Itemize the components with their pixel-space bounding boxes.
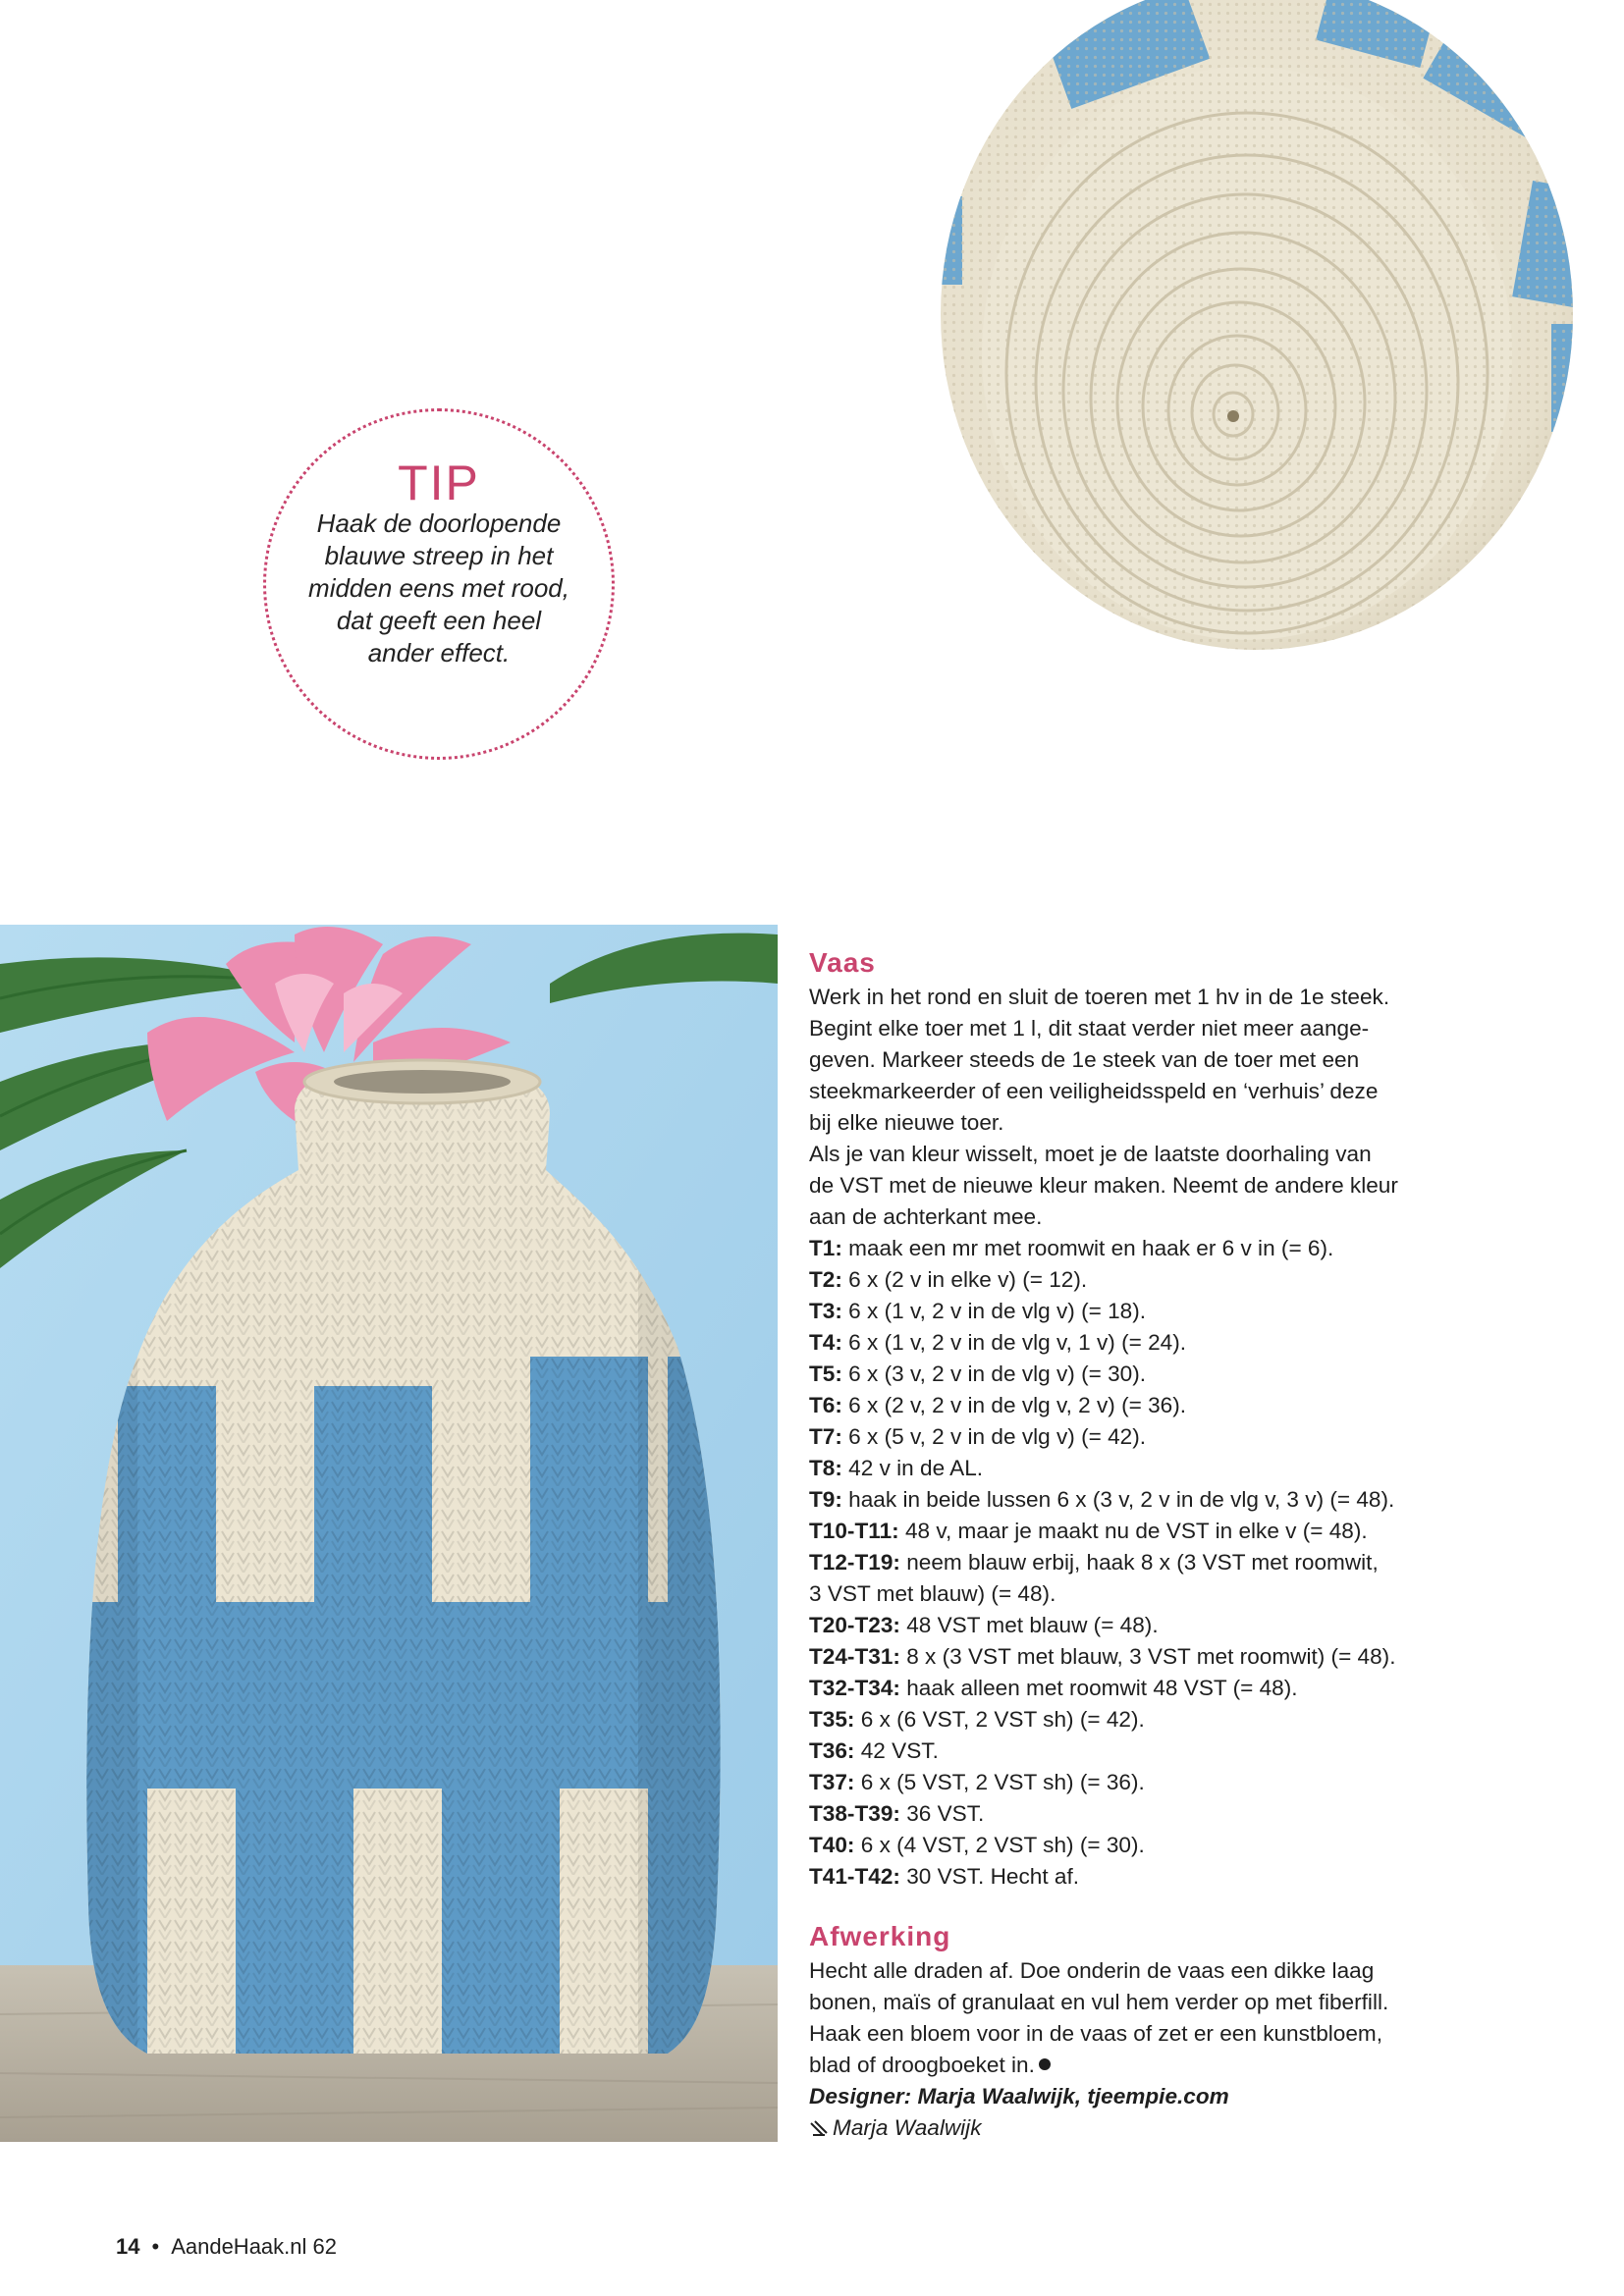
round-label: T20-T23: xyxy=(809,1613,900,1637)
vaas-intro-line: Als je van kleur wisselt, moet je de laatste doorhaling van xyxy=(809,1142,1372,1166)
round-label: T1: xyxy=(809,1236,842,1260)
round-label: T40: xyxy=(809,1833,855,1857)
afwerking-line xyxy=(809,2050,1496,2081)
round-instruction xyxy=(809,1359,1496,1390)
round-instruction xyxy=(809,1484,1496,1516)
round-text: 42 v in de AL. xyxy=(841,1456,984,1480)
afwerking-line-text: blad of droogboeket in. xyxy=(809,2053,1035,2077)
afwerking-heading: Afwerking xyxy=(809,1921,951,1951)
round-text: 6 x (6 VST, 2 VST sh) (= 42). xyxy=(854,1707,1145,1732)
round-label: T10-T11: xyxy=(809,1519,899,1543)
round-label: T35: xyxy=(809,1707,855,1732)
round-text: 6 x (5 VST, 2 VST sh) (= 36). xyxy=(854,1770,1145,1794)
round-label: T2: xyxy=(809,1267,842,1292)
round-instruction xyxy=(809,1327,1496,1359)
round-text: 6 x (1 v, 2 v in de vlg v) (= 18). xyxy=(841,1299,1146,1323)
afwerking-line: Haak een bloem voor in de vaas of zet er een kunstbloem, xyxy=(809,2021,1383,2046)
magazine-name: AandeHaak.nl 62 xyxy=(171,2234,337,2259)
round-instruction xyxy=(809,1578,1496,1610)
vaas-intro-line: Werk in het rond en sluit de toeren met 1 hv in de 1e steek. xyxy=(809,985,1390,1009)
round-instruction xyxy=(809,1233,1496,1264)
round-instruction xyxy=(809,1767,1496,1798)
round-label: T9: xyxy=(809,1487,842,1512)
tip-box xyxy=(263,408,615,760)
photo-credit xyxy=(809,2112,1496,2144)
round-label: T12-T19: xyxy=(809,1550,900,1575)
page-footer xyxy=(116,2234,337,2260)
vaas-intro-line: steekmarkeerder of een veiligheidsspeld en ‘verhuis’ deze xyxy=(809,1079,1379,1103)
designer-credit: Designer: Marja Waalwijk, tjeempie.com xyxy=(809,2084,1229,2109)
round-instruction xyxy=(809,1735,1496,1767)
round-instruction xyxy=(809,1673,1496,1704)
round-instruction xyxy=(809,1264,1496,1296)
round-instruction xyxy=(809,1830,1496,1861)
round-text: 6 x (2 v in elke v) (= 12). xyxy=(841,1267,1088,1292)
page-number: 14 xyxy=(116,2234,140,2259)
vaas-heading: Vaas xyxy=(809,947,876,978)
round-instruction xyxy=(809,1421,1496,1453)
round-instruction xyxy=(809,1390,1496,1421)
round-text: 48 v, maar je maakt nu de VST in elke v (= 48). xyxy=(898,1519,1368,1543)
vaas-intro-line: aan de achterkant mee. xyxy=(809,1204,1043,1229)
round-label: T36: xyxy=(809,1738,855,1763)
round-text: 30 VST. Hecht af. xyxy=(899,1864,1080,1889)
round-label: T8: xyxy=(809,1456,842,1480)
round-label: T7: xyxy=(809,1424,842,1449)
tip-title: TIP xyxy=(398,455,480,510)
round-instruction xyxy=(809,1453,1496,1484)
round-label: T24-T31: xyxy=(809,1644,900,1669)
round-text: 6 x (5 v, 2 v in de vlg v) (= 42). xyxy=(841,1424,1146,1449)
round-label: T4: xyxy=(809,1330,842,1355)
round-instruction xyxy=(809,1641,1496,1673)
photo-credit-icon xyxy=(809,2119,829,2137)
vaas-intro-line: Begint elke toer met 1 l, dit staat verder niet meer aange- xyxy=(809,1016,1370,1041)
round-text: 3 VST met blauw) (= 48). xyxy=(809,1581,1056,1606)
vaas-intro-line: bij elke nieuwe toer. xyxy=(809,1110,1004,1135)
round-label: T3: xyxy=(809,1299,842,1323)
round-instruction xyxy=(809,1296,1496,1327)
round-instruction xyxy=(809,1861,1496,1893)
crochet-vase-photo xyxy=(0,925,778,2142)
round-label: T38-T39: xyxy=(809,1801,900,1826)
round-instruction xyxy=(809,1547,1496,1578)
afwerking-line: bonen, maïs of granulaat en vul hem verder op met fiberfill. xyxy=(809,1990,1389,2014)
round-text: 6 x (4 VST, 2 VST sh) (= 30). xyxy=(854,1833,1145,1857)
pattern-instructions xyxy=(809,944,1496,2144)
tip-text: Haak de doorlopende blauwe streep in het midden eens met rood, dat geeft een heel ander effect. xyxy=(308,508,569,667)
round-text: 6 x (1 v, 2 v in de vlg v, 1 v) (= 24). xyxy=(841,1330,1187,1355)
round-label: T5: xyxy=(809,1362,842,1386)
round-instruction xyxy=(809,1610,1496,1641)
round-text: haak in beide lussen 6 x (3 v, 2 v in de vlg v, 3 v) (= 48). xyxy=(841,1487,1395,1512)
crochet-base-photo xyxy=(923,0,1624,707)
round-text: 6 x (3 v, 2 v in de vlg v) (= 30). xyxy=(841,1362,1146,1386)
round-label: T6: xyxy=(809,1393,842,1417)
afwerking-line: Hecht alle draden af. Doe onderin de vaas een dikke laag xyxy=(809,1958,1375,1983)
round-instruction xyxy=(809,1704,1496,1735)
round-label: T32-T34: xyxy=(809,1676,900,1700)
round-text: 42 VST. xyxy=(854,1738,939,1763)
round-instruction xyxy=(809,1798,1496,1830)
round-text: neem blauw erbij, haak 8 x (3 VST met roomwit, xyxy=(899,1550,1379,1575)
round-text: 8 x (3 VST met blauw, 3 VST met roomwit) (= 48). xyxy=(899,1644,1396,1669)
photo-credit-name: Marja Waalwijk xyxy=(833,2115,982,2140)
round-instruction xyxy=(809,1516,1496,1547)
round-text: maak een mr met roomwit en haak er 6 v in (= 6). xyxy=(841,1236,1334,1260)
round-label: T41-T42: xyxy=(809,1864,900,1889)
round-text: 36 VST. xyxy=(899,1801,985,1826)
footer-separator: • xyxy=(151,2234,160,2259)
round-text: haak alleen met roomwit 48 VST (= 48). xyxy=(899,1676,1298,1700)
round-text: 6 x (2 v, 2 v in de vlg v, 2 v) (= 36). xyxy=(841,1393,1187,1417)
round-text: 48 VST met blauw (= 48). xyxy=(899,1613,1159,1637)
vaas-intro-line: de VST met de nieuwe kleur maken. Neemt de andere kleur xyxy=(809,1173,1398,1198)
vaas-intro-line: geven. Markeer steeds de 1e steek van de toer met een xyxy=(809,1047,1360,1072)
round-label: T37: xyxy=(809,1770,855,1794)
end-bullet-icon xyxy=(1039,2058,1051,2070)
